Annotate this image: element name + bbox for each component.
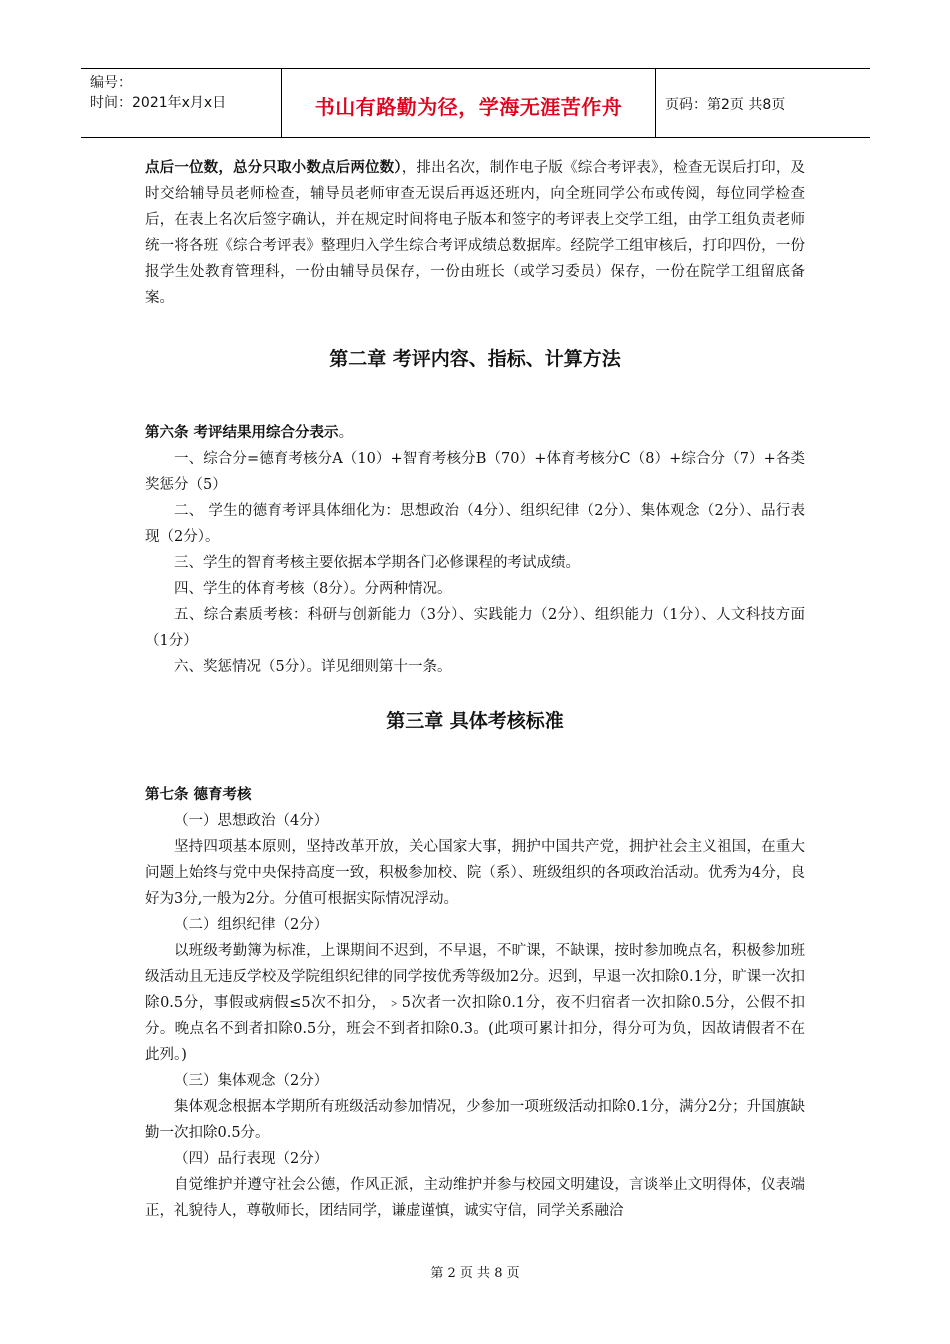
article6-item: 三、学生的智育考核主要依据本学期各门必修课程的考试成绩。 bbox=[174, 555, 580, 571]
intro-text: ，排出名次，制作电子版《综合考评表》，检查无误后打印，及时交给辅导员老师检查，辅导员老师审查无误后再返还班内，向全班同学公布或传阅，每位同学检查后，在表上名次后签字确认，并在规定时间将电子版本和签字的考评表上交学工组，由学工组负责老师统一将各班《综合考评表》整理归入学生综合考评成绩总数据库。经院学工组审核后，打印四份，一份报学生处教育管理科，一份由辅导员保存，一份由班长（或学习委员）保存，一份在院学工组留底备案。 bbox=[145, 160, 805, 306]
header-page-label: 页码：第2页 共8页 bbox=[665, 97, 786, 113]
chapter2-body bbox=[145, 420, 805, 680]
intro-bold-lead: 点后一位数，总分只取小数点后两位数） bbox=[145, 159, 402, 176]
article6-item: 六、奖惩情况（5分）。详见细则第十一条。 bbox=[174, 659, 452, 675]
header-meta-cell bbox=[81, 69, 282, 137]
section-body: 坚持四项基本原则，坚持改革开放，关心国家大事，拥护中国共产党，拥护社会主义祖国，在重大问题上始终与党中央保持高度一致，积极参加校、院（系）、班级组织的各项政治活动。优秀为4分，良好为3分,一般为2分。分值可根据实际情况浮动。 bbox=[145, 839, 805, 907]
section-body: 集体观念根据本学期所有班级活动参加情况，少参加一项班级活动扣除0.1分，满分2分；升国旗缺勤一次扣除0.5分。 bbox=[145, 1099, 805, 1141]
article6-item: 五、综合素质考核：科研与创新能力（3分）、实践能力（2分）、组织能力（1分）、人文科技方面（1分） bbox=[145, 607, 805, 649]
article6-heading bbox=[145, 420, 805, 446]
section-heading: （四）品行表现（2分） bbox=[174, 1151, 329, 1167]
header-page-cell bbox=[656, 69, 870, 137]
header-motto: 书山有路勤为径，学海无涯苦作舟 bbox=[314, 95, 623, 119]
article6-item: 二、 学生的德育考评具体细化为：思想政治（4分）、组织纪律（2分）、集体观念（2分）、品行表现（2分）。 bbox=[145, 503, 805, 545]
page-footer: 第 2 页 共 8 页 bbox=[430, 1266, 520, 1281]
intro-paragraph bbox=[145, 155, 805, 311]
article7-title: 第七条 德育考核 bbox=[145, 786, 252, 803]
article6-item: 四、学生的体育考核（8分）。分两种情况。 bbox=[174, 581, 452, 597]
chapter3-title: 第三章 具体考核标准 bbox=[386, 710, 564, 732]
section-heading: （一）思想政治（4分） bbox=[174, 813, 329, 829]
article6-title: 第六条 考评结果用综合分表示 bbox=[145, 424, 339, 441]
doc-number-label: 编号： bbox=[90, 75, 132, 91]
section-body: 以班级考勤簿为标准，上课期间不迟到，不早退，不旷课，不缺课，按时参加晚点名，积极参加班级活动且无违反学校及学院组织纪律的同学按优秀等级加2分。迟到，早退一次扣除0.1分，旷课一次扣除0.5分，事假或病假≤5次不扣分，﹥5次者一次扣除0.1分，夜不归宿者一次扣除0.5分，公假不扣分。晚点名不到者扣除0.5分，班会不到者扣除0.3。(此项可累计扣分，得分可为负，因故请假者不在此列。) bbox=[145, 943, 805, 1063]
intro-paragraph-block bbox=[145, 155, 805, 311]
section-heading: （三）集体观念（2分） bbox=[174, 1073, 329, 1089]
article6-title-end: 。 bbox=[338, 425, 354, 441]
page-header bbox=[81, 68, 870, 138]
header-motto-cell bbox=[282, 69, 656, 137]
chapter2-title: 第二章 考评内容、指标、计算方法 bbox=[329, 348, 621, 370]
doc-date-label: 时间：2021年x月x日 bbox=[90, 95, 227, 111]
section-heading: （二）组织纪律（2分） bbox=[174, 917, 329, 933]
article6-item: 一、综合分=德育考核分A（10）+智育考核分B（70）+体育考核分C（8）+综合分（7）+各类奖惩分（5） bbox=[145, 451, 805, 493]
chapter3-body bbox=[145, 782, 805, 1224]
section-body: 自觉维护并遵守社会公德，作风正派，主动维护并参与校园文明建设，言谈举止文明得体，仪表端正，礼貌待人，尊敬师长，团结同学，谦虚谨慎，诚实守信，同学关系融洽 bbox=[145, 1177, 805, 1219]
